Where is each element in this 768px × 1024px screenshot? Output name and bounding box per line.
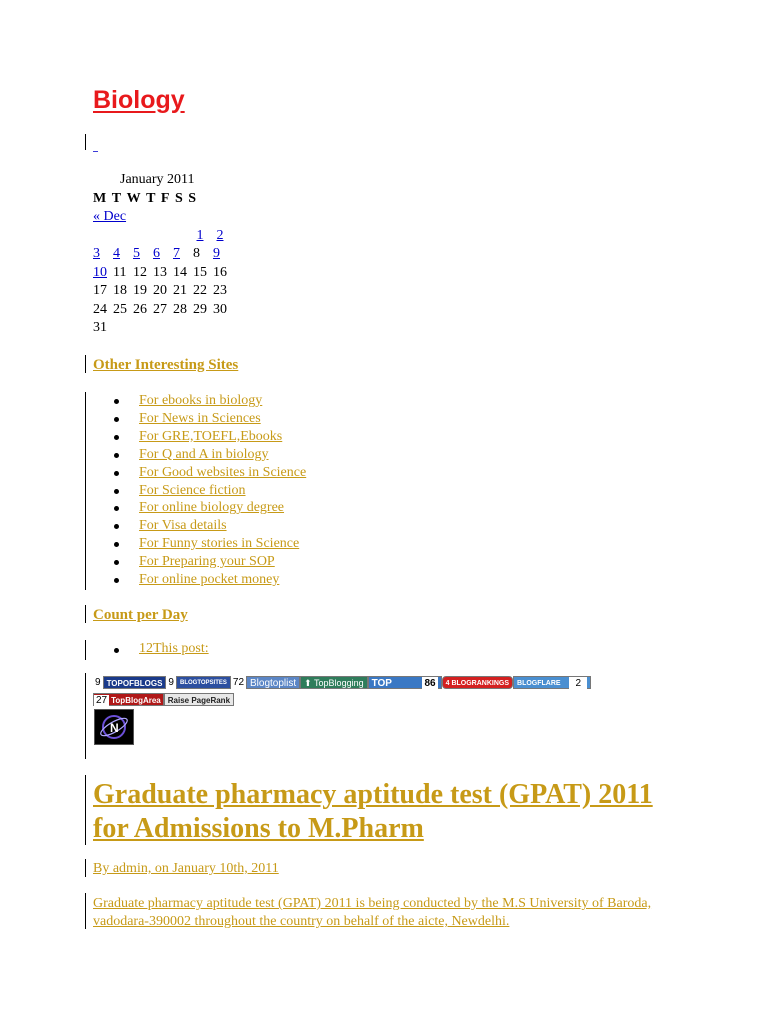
calendar-day-link[interactable]: 5 [133,246,140,261]
calendar-day: 14 [173,264,187,280]
divider-bar [85,605,86,623]
weekday: S [174,190,183,206]
topblogarea-badge[interactable] [93,693,164,706]
calendar-day: 25 [113,301,127,317]
weekday: T [146,190,156,206]
badge-count: 27 [96,694,108,706]
badge-count: 4 [445,679,450,687]
weekday: F [160,190,170,206]
calendar-day-link[interactable]: 1 [196,227,204,243]
site-link[interactable]: For Science fiction [139,482,246,498]
site-link[interactable]: For ebooks in biology [139,393,263,408]
calendar-week-row [93,264,237,283]
blogrankings-badge[interactable] [442,676,513,689]
calendar-day: 28 [173,301,187,317]
divider-bar [85,893,86,929]
calendar-day: 15 [193,264,207,280]
badge-label: TopBlogArea [111,695,161,705]
blogflare-badge[interactable] [513,676,591,689]
weekday: T [111,190,122,206]
calendar-widget [93,171,237,338]
calendar-day: 29 [193,301,207,317]
calendar-day: 31 [93,320,107,335]
divider-bar [85,392,86,590]
badge-count: 9 [95,676,101,688]
list-item [114,428,306,446]
calendar-weekdays [93,190,237,209]
badge-count: 2 [569,677,587,690]
calendar-day: 20 [153,283,167,298]
topblogging-badge[interactable] [300,676,367,689]
globe-logo-icon[interactable] [94,709,134,745]
calendar-day: 16 [213,264,227,280]
weekday: M [93,190,107,206]
calendar-day: 21 [173,283,187,298]
blogtopsites-badge[interactable]: BLOGTOPSITES [176,676,231,689]
calendar-day-link[interactable]: 6 [153,246,160,261]
post-meta[interactable]: By admin, on January 10th, 2011 [93,861,279,876]
badge-label: BLOGRANKINGS [451,679,510,687]
site-link[interactable]: For Funny stories in Science [139,536,300,552]
topofblogs-badge[interactable]: TOPOFBLOGS [103,676,167,689]
calendar-week-row [93,301,237,320]
divider-bar [85,134,86,150]
badge-label: TopBlogging [314,677,364,688]
site-link[interactable]: For GRE,TOEFL,Ebooks [139,428,283,444]
list-item [114,499,306,517]
calendar-day: 13 [153,264,167,280]
calendar-day-link[interactable]: 9 [213,246,220,261]
up-arrow-icon: ⬆ [304,677,312,688]
other-sites-list [114,392,306,589]
list-item [114,482,306,500]
weekday: W [126,190,141,206]
site-link[interactable]: For Visa details [139,518,227,534]
weekday: S [188,190,197,206]
badge-label: TOP [371,677,392,689]
site-link[interactable]: For Preparing your SOP [139,554,275,570]
calendar-week-row [93,282,237,301]
calendar-prev-month-link[interactable]: « Dec [93,209,127,224]
calendar-day: 17 [93,283,107,298]
calendar-day: 24 [93,301,107,317]
calendar-day: 26 [133,301,147,317]
site-link[interactable]: For online biology degree [139,500,285,516]
calendar-week-row [93,319,237,338]
calendar-day: 19 [133,283,147,298]
calendar-day-link[interactable]: 10 [93,264,107,280]
calendar-day: 11 [113,264,127,280]
badge-label: BLOGFLARE [517,679,561,687]
divider-bar [85,640,86,660]
calendar-caption: January 2011 [120,172,195,187]
site-link[interactable]: For Q and A in biology [139,446,269,462]
calendar-week-row [93,227,237,246]
calendar-day: 12 [133,264,147,280]
divider-bar [85,859,86,877]
blog-ranking-badges [93,675,591,709]
count-per-day-title[interactable]: Count per Day [93,607,188,623]
badge-count: 9 [168,676,174,688]
calendar-day: 30 [213,301,227,317]
badge-count: 86 [424,677,436,689]
badge-count: 72 [232,676,245,688]
list-item [114,641,209,657]
calendar-day: 18 [113,283,127,298]
list-item [114,535,306,553]
calendar-day-link[interactable]: 3 [93,246,100,261]
divider-bar [85,673,86,759]
badge-row [93,675,591,689]
list-item [114,571,306,589]
divider-bar [85,775,86,845]
list-item [114,410,306,428]
site-link[interactable]: For online pocket money [139,572,280,588]
calendar-day: 27 [153,301,167,317]
count-list [114,641,209,657]
site-link[interactable]: For Good websites in Science [139,464,307,480]
post-title[interactable]: Graduate pharmacy aptitude test (GPAT) 2011 for Admissions to M.Pharm [93,779,653,844]
other-sites-title[interactable]: Other Interesting Sites [93,357,239,373]
count-link[interactable]: 12This post: [139,641,209,656]
site-title[interactable]: Biology [93,86,185,114]
calendar-day: 8 [193,246,200,261]
calendar-day-link[interactable]: 7 [173,246,180,261]
tiny-link[interactable] [93,137,98,152]
calendar-day: 22 [193,283,207,298]
divider-bar [85,355,86,373]
badge-row [93,692,591,706]
calendar-day-link[interactable]: 2 [216,227,224,243]
raise-pagerank-badge[interactable]: Raise PageRank [164,693,234,706]
list-item [114,446,306,464]
blogtoplist-badge[interactable]: Blogtoplist [246,676,300,689]
post-excerpt[interactable]: Graduate pharmacy aptitude test (GPAT) 2011 is being conducted by the M.S University of Baroda, vadodara-390002 throughout the country on behalf of the aicte, Newdelhi. [93,896,652,929]
list-item [114,553,306,571]
calendar-day-link[interactable]: 4 [113,246,120,261]
list-item [114,517,306,535]
calendar-day: 23 [213,283,227,298]
svg-text:N: N [110,721,119,735]
site-link[interactable]: For News in Sciences [139,410,261,426]
calendar-week-row [93,245,237,264]
list-item [114,392,306,410]
list-item [114,464,306,482]
top-badge[interactable] [368,676,442,689]
